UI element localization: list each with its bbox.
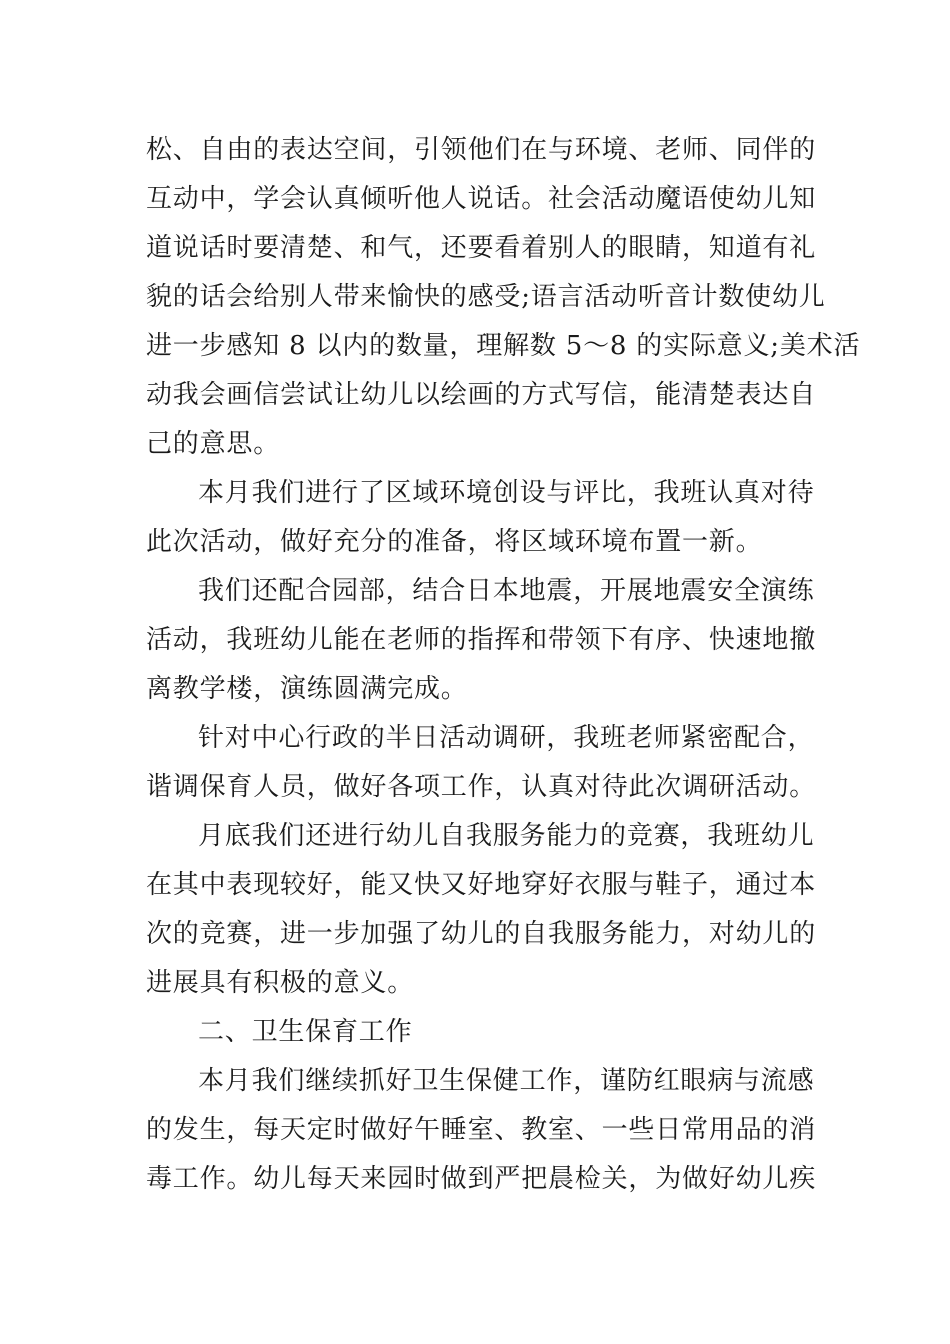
text-line: 在其中表现较好，能又快又好地穿好衣服与鞋子，通过本 xyxy=(146,870,817,900)
text-line: 松、自由的表达空间，引领他们在与环境、老师、同伴的 xyxy=(146,135,817,165)
text-line: 此次活动，做好充分的准备，将区域环境布置一新。 xyxy=(146,527,763,557)
text-line: 针对中心行政的半日活动调研，我班老师紧密配合， xyxy=(198,723,815,753)
text-line: 动我会画信尝试让幼儿以绘画的方式写信，能清楚表达自 xyxy=(146,380,817,410)
text-line: 谐调保育人员，做好各项工作，认真对待此次调研活动。 xyxy=(146,772,817,802)
text-line: 本月我们进行了区域环境创设与评比，我班认真对待 xyxy=(198,478,815,508)
text-line: 次的竞赛，进一步加强了幼儿的自我服务能力，对幼儿的 xyxy=(146,919,817,949)
text-line: 貌的话会给别人带来愉快的感受;语言活动听音计数使幼儿 xyxy=(146,282,826,312)
section-heading: 二、卫生保育工作 xyxy=(198,1017,413,1047)
text-line: 的发生，每天定时做好午睡室、教室、一些日常用品的消 xyxy=(146,1115,817,1145)
body-text xyxy=(146,126,861,1204)
text-line: 进一步感知 8 以内的数量，理解数 5～8 的实际意义;美术活 xyxy=(146,331,861,361)
text-line: 月底我们还进行幼儿自我服务能力的竞赛，我班幼儿 xyxy=(198,821,815,851)
text-line: 活动，我班幼儿能在老师的指挥和带领下有序、快速地撤 xyxy=(146,625,817,655)
text-line: 互动中，学会认真倾听他人说话。社会活动魔语使幼儿知 xyxy=(146,184,817,214)
text-line: 我们还配合园部，结合日本地震，开展地震安全演练 xyxy=(198,576,815,606)
text-line: 道说话时要清楚、和气，还要看着别人的眼睛，知道有礼 xyxy=(146,233,817,263)
text-line: 己的意思。 xyxy=(146,429,281,459)
text-line: 离教学楼，演练圆满完成。 xyxy=(146,674,468,704)
text-line: 本月我们继续抓好卫生保健工作，谨防红眼病与流感 xyxy=(198,1066,815,1096)
text-line: 毒工作。幼儿每天来园时做到严把晨检关，为做好幼儿疾 xyxy=(146,1164,817,1194)
text-line: 进展具有积极的意义。 xyxy=(146,968,415,998)
